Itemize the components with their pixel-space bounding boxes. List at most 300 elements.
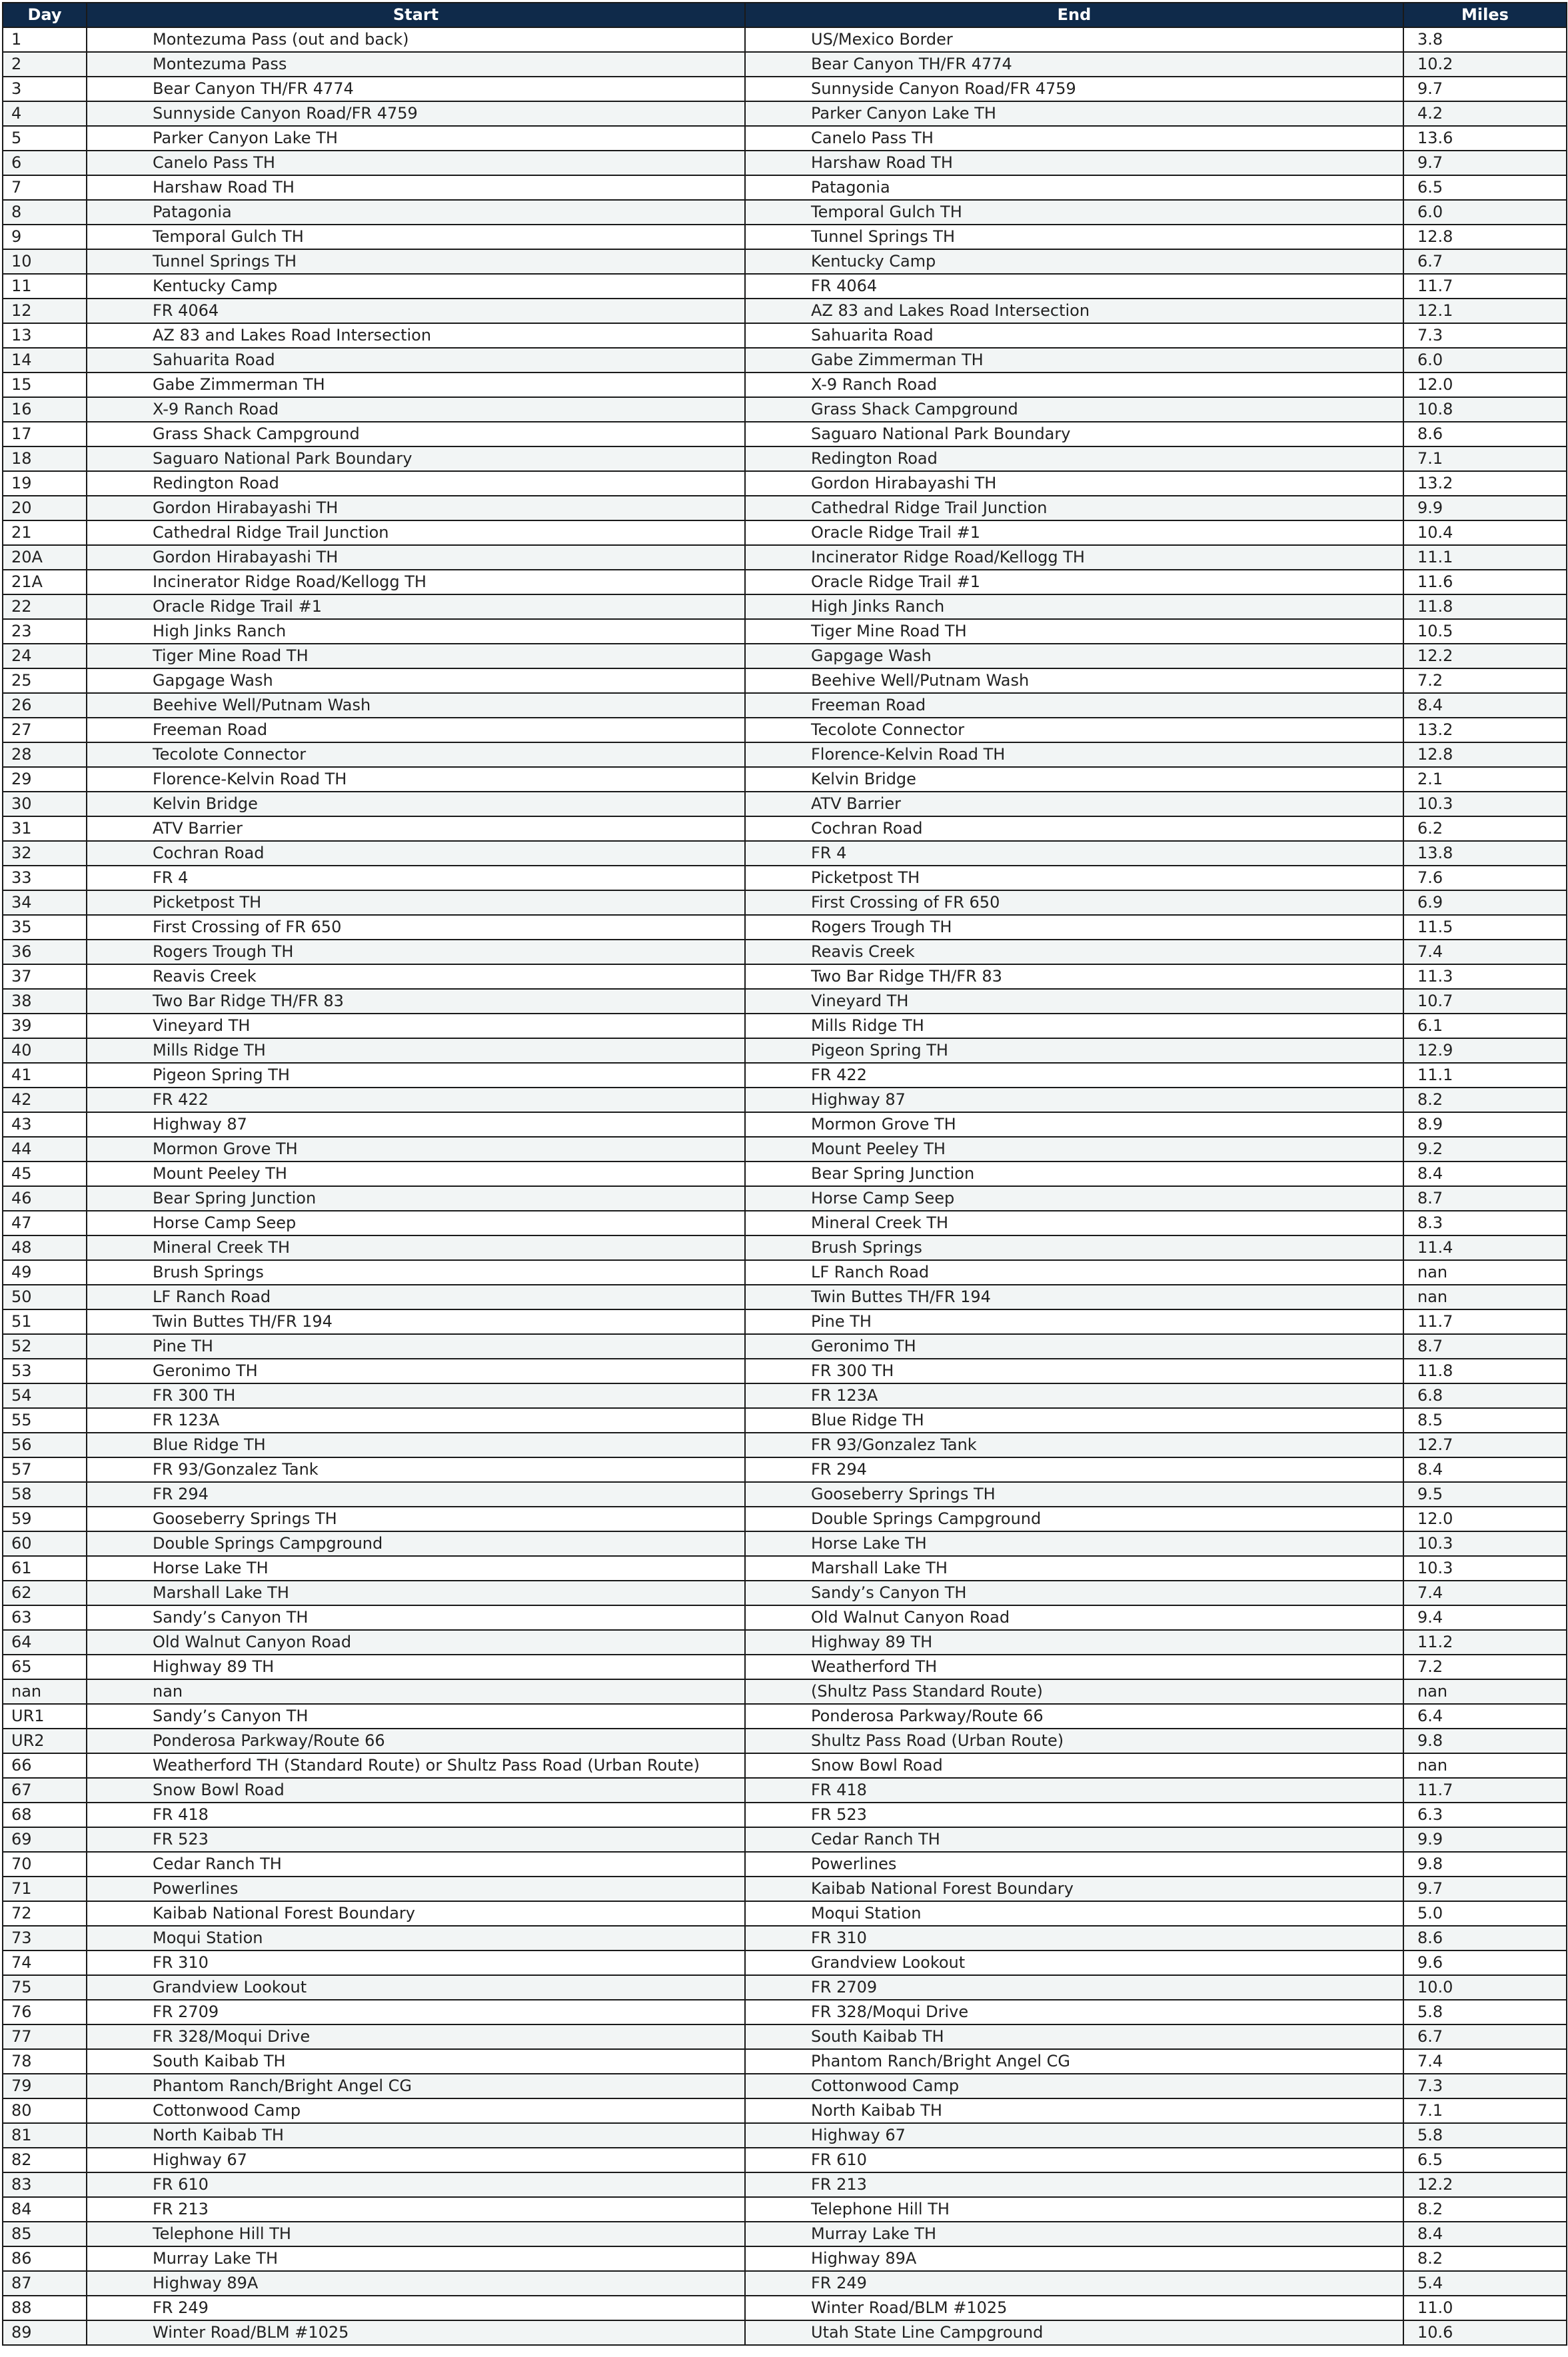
- table-body: [3, 27, 1567, 2345]
- table-row: [3, 866, 1567, 890]
- start-cell: FR 310: [87, 1951, 745, 1975]
- miles-cell: 9.7: [1403, 1877, 1567, 1901]
- end-cell: High Jinks Ranch: [745, 594, 1403, 619]
- end-cell: FR 328/Moqui Drive: [745, 2000, 1403, 2024]
- miles-cell: 6.5: [1403, 2148, 1567, 2172]
- start-cell: Gapgage Wash: [87, 668, 745, 693]
- miles-cell: 3.8: [1403, 27, 1567, 52]
- day-cell: 11: [3, 274, 87, 299]
- table-row: [3, 1531, 1567, 1556]
- miles-cell: 8.4: [1403, 2222, 1567, 2246]
- day-cell: 40: [3, 1038, 87, 1063]
- start-cell: FR 2709: [87, 2000, 745, 2024]
- day-cell: 72: [3, 1901, 87, 1926]
- start-cell: Phantom Ranch/Bright Angel CG: [87, 2074, 745, 2098]
- start-cell: Bear Spring Junction: [87, 1186, 745, 1211]
- start-cell: Gooseberry Springs TH: [87, 1507, 745, 1531]
- end-cell: South Kaibab TH: [745, 2024, 1403, 2049]
- miles-cell: 5.8: [1403, 2000, 1567, 2024]
- day-cell: 41: [3, 1063, 87, 1088]
- start-cell: FR 4: [87, 866, 745, 890]
- table-row: [3, 989, 1567, 1014]
- day-cell: 81: [3, 2123, 87, 2148]
- start-cell: Horse Lake TH: [87, 1556, 745, 1581]
- column-header-end: End: [745, 3, 1403, 27]
- day-cell: 73: [3, 1926, 87, 1951]
- miles-cell: 12.8: [1403, 225, 1567, 249]
- end-cell: Ponderosa Parkway/Route 66: [745, 1704, 1403, 1729]
- start-cell: Cathedral Ridge Trail Junction: [87, 520, 745, 545]
- day-cell: 44: [3, 1137, 87, 1162]
- end-cell: Rogers Trough TH: [745, 915, 1403, 940]
- end-cell: Blue Ridge TH: [745, 1408, 1403, 1433]
- trail-segments-table: [2, 2, 1567, 2346]
- end-cell: Sandy’s Canyon TH: [745, 1581, 1403, 1605]
- miles-cell: 11.1: [1403, 545, 1567, 570]
- miles-cell: nan: [1403, 1753, 1567, 1778]
- day-cell: UR2: [3, 1729, 87, 1753]
- end-cell: Incinerator Ridge Road/Kellogg TH: [745, 545, 1403, 570]
- table-row: [3, 718, 1567, 742]
- start-cell: Winter Road/BLM #1025: [87, 2320, 745, 2345]
- day-cell: 89: [3, 2320, 87, 2345]
- end-cell: Brush Springs: [745, 1235, 1403, 1260]
- end-cell: Double Springs Campground: [745, 1507, 1403, 1531]
- start-cell: Highway 89 TH: [87, 1655, 745, 1679]
- table-row: [3, 2000, 1567, 2024]
- table-row: [3, 2148, 1567, 2172]
- end-cell: Powerlines: [745, 1852, 1403, 1877]
- day-cell: UR1: [3, 1704, 87, 1729]
- table-row: [3, 1211, 1567, 1235]
- day-cell: 39: [3, 1014, 87, 1038]
- end-cell: Beehive Well/Putnam Wash: [745, 668, 1403, 693]
- day-cell: 19: [3, 471, 87, 496]
- miles-cell: 12.1: [1403, 299, 1567, 323]
- column-header-miles: Miles: [1403, 3, 1567, 27]
- start-cell: Gabe Zimmerman TH: [87, 373, 745, 397]
- end-cell: Bear Spring Junction: [745, 1162, 1403, 1186]
- table-row: [3, 52, 1567, 77]
- end-cell: Reavis Creek: [745, 940, 1403, 964]
- day-cell: 56: [3, 1433, 87, 1457]
- day-cell: 49: [3, 1260, 87, 1285]
- end-cell: Sunnyside Canyon Road/FR 4759: [745, 77, 1403, 101]
- day-cell: 43: [3, 1112, 87, 1137]
- end-cell: Oracle Ridge Trail #1: [745, 520, 1403, 545]
- table-row: [3, 964, 1567, 989]
- table-row: [3, 348, 1567, 373]
- miles-cell: 8.6: [1403, 1926, 1567, 1951]
- end-cell: Geronimo TH: [745, 1334, 1403, 1359]
- day-cell: 57: [3, 1457, 87, 1482]
- table-row: [3, 1901, 1567, 1926]
- start-cell: Old Walnut Canyon Road: [87, 1630, 745, 1655]
- table-header: [3, 3, 1567, 27]
- end-cell: Gabe Zimmerman TH: [745, 348, 1403, 373]
- miles-cell: 7.1: [1403, 446, 1567, 471]
- day-cell: 68: [3, 1803, 87, 1827]
- miles-cell: 6.2: [1403, 816, 1567, 841]
- start-cell: Mineral Creek TH: [87, 1235, 745, 1260]
- end-cell: Patagonia: [745, 175, 1403, 200]
- miles-cell: 11.1: [1403, 1063, 1567, 1088]
- table-row: [3, 545, 1567, 570]
- start-cell: FR 294: [87, 1482, 745, 1507]
- end-cell: FR 123A: [745, 1383, 1403, 1408]
- end-cell: Cathedral Ridge Trail Junction: [745, 496, 1403, 520]
- table-row: [3, 1334, 1567, 1359]
- table-row: [3, 570, 1567, 594]
- end-cell: FR 93/Gonzalez Tank: [745, 1433, 1403, 1457]
- start-cell: Patagonia: [87, 200, 745, 225]
- start-cell: Florence-Kelvin Road TH: [87, 767, 745, 792]
- miles-cell: 9.7: [1403, 77, 1567, 101]
- start-cell: Murray Lake TH: [87, 2246, 745, 2271]
- miles-cell: 9.6: [1403, 1951, 1567, 1975]
- start-cell: FR 249: [87, 2296, 745, 2320]
- day-cell: 87: [3, 2271, 87, 2296]
- table-row: [3, 1827, 1567, 1852]
- start-cell: Pigeon Spring TH: [87, 1063, 745, 1088]
- day-cell: 66: [3, 1753, 87, 1778]
- end-cell: FR 4: [745, 841, 1403, 866]
- end-cell: Mormon Grove TH: [745, 1112, 1403, 1137]
- day-cell: 26: [3, 693, 87, 718]
- day-cell: 59: [3, 1507, 87, 1531]
- miles-cell: 13.2: [1403, 718, 1567, 742]
- end-cell: Highway 89 TH: [745, 1630, 1403, 1655]
- miles-cell: 9.2: [1403, 1137, 1567, 1162]
- table-row: [3, 1581, 1567, 1605]
- day-cell: 78: [3, 2049, 87, 2074]
- miles-cell: 2.1: [1403, 767, 1567, 792]
- miles-cell: nan: [1403, 1679, 1567, 1704]
- miles-cell: 7.2: [1403, 668, 1567, 693]
- table-row: [3, 1975, 1567, 2000]
- day-cell: 83: [3, 2172, 87, 2197]
- end-cell: Vineyard TH: [745, 989, 1403, 1014]
- start-cell: Harshaw Road TH: [87, 175, 745, 200]
- table-row: [3, 1630, 1567, 1655]
- start-cell: Cedar Ranch TH: [87, 1852, 745, 1877]
- table-row: [3, 446, 1567, 471]
- table-row: [3, 1285, 1567, 1309]
- miles-cell: 6.1: [1403, 1014, 1567, 1038]
- miles-cell: 8.5: [1403, 1408, 1567, 1433]
- table-row: [3, 373, 1567, 397]
- day-cell: 35: [3, 915, 87, 940]
- table-row: [3, 496, 1567, 520]
- day-cell: 34: [3, 890, 87, 915]
- miles-cell: 8.2: [1403, 2246, 1567, 2271]
- day-cell: 14: [3, 348, 87, 373]
- miles-cell: 10.7: [1403, 989, 1567, 1014]
- start-cell: FR 610: [87, 2172, 745, 2197]
- table-row: [3, 1753, 1567, 1778]
- end-cell: Saguaro National Park Boundary: [745, 422, 1403, 446]
- end-cell: FR 4064: [745, 274, 1403, 299]
- end-cell: Gooseberry Springs TH: [745, 1482, 1403, 1507]
- table-row: [3, 126, 1567, 151]
- table-row: [3, 1655, 1567, 1679]
- table-row: [3, 1309, 1567, 1334]
- table-row: [3, 2246, 1567, 2271]
- day-cell: 86: [3, 2246, 87, 2271]
- table-row: [3, 299, 1567, 323]
- miles-cell: 5.0: [1403, 1901, 1567, 1926]
- day-cell: 51: [3, 1309, 87, 1334]
- table-row: [3, 2271, 1567, 2296]
- table-row: [3, 2320, 1567, 2345]
- end-cell: Canelo Pass TH: [745, 126, 1403, 151]
- miles-cell: 7.4: [1403, 1581, 1567, 1605]
- day-cell: 32: [3, 841, 87, 866]
- start-cell: Mount Peeley TH: [87, 1162, 745, 1186]
- day-cell: 53: [3, 1359, 87, 1383]
- end-cell: Sahuarita Road: [745, 323, 1403, 348]
- start-cell: Gordon Hirabayashi TH: [87, 545, 745, 570]
- start-cell: Moqui Station: [87, 1926, 745, 1951]
- end-cell: Tiger Mine Road TH: [745, 619, 1403, 644]
- end-cell: Kaibab National Forest Boundary: [745, 1877, 1403, 1901]
- table-row: [3, 940, 1567, 964]
- day-cell: 5: [3, 126, 87, 151]
- end-cell: FR 523: [745, 1803, 1403, 1827]
- start-cell: Rogers Trough TH: [87, 940, 745, 964]
- table-row: [3, 397, 1567, 422]
- start-cell: Picketpost TH: [87, 890, 745, 915]
- day-cell: nan: [3, 1679, 87, 1704]
- table-row: [3, 668, 1567, 693]
- start-cell: FR 328/Moqui Drive: [87, 2024, 745, 2049]
- table-row: [3, 594, 1567, 619]
- table-row: [3, 792, 1567, 816]
- end-cell: Horse Camp Seep: [745, 1186, 1403, 1211]
- start-cell: Telephone Hill TH: [87, 2222, 745, 2246]
- miles-cell: 8.9: [1403, 1112, 1567, 1137]
- miles-cell: 6.5: [1403, 175, 1567, 200]
- table-row: [3, 2123, 1567, 2148]
- start-cell: Beehive Well/Putnam Wash: [87, 693, 745, 718]
- table-row: [3, 1038, 1567, 1063]
- start-cell: nan: [87, 1679, 745, 1704]
- table-row: [3, 1803, 1567, 1827]
- start-cell: Sandy’s Canyon TH: [87, 1605, 745, 1630]
- end-cell: X-9 Ranch Road: [745, 373, 1403, 397]
- start-cell: Two Bar Ridge TH/FR 83: [87, 989, 745, 1014]
- end-cell: Pigeon Spring TH: [745, 1038, 1403, 1063]
- start-cell: Sahuarita Road: [87, 348, 745, 373]
- end-cell: Twin Buttes TH/FR 194: [745, 1285, 1403, 1309]
- miles-cell: 12.7: [1403, 1433, 1567, 1457]
- day-cell: 7: [3, 175, 87, 200]
- start-cell: Redington Road: [87, 471, 745, 496]
- miles-cell: 10.8: [1403, 397, 1567, 422]
- miles-cell: 7.6: [1403, 866, 1567, 890]
- start-cell: Oracle Ridge Trail #1: [87, 594, 745, 619]
- miles-cell: 9.8: [1403, 1852, 1567, 1877]
- start-cell: North Kaibab TH: [87, 2123, 745, 2148]
- start-cell: Kaibab National Forest Boundary: [87, 1901, 745, 1926]
- end-cell: FR 249: [745, 2271, 1403, 2296]
- start-cell: Highway 67: [87, 2148, 745, 2172]
- end-cell: Shultz Pass Road (Urban Route): [745, 1729, 1403, 1753]
- day-cell: 1: [3, 27, 87, 52]
- miles-cell: 6.9: [1403, 890, 1567, 915]
- end-cell: Gapgage Wash: [745, 644, 1403, 668]
- miles-cell: 6.7: [1403, 249, 1567, 274]
- end-cell: Florence-Kelvin Road TH: [745, 742, 1403, 767]
- day-cell: 65: [3, 1655, 87, 1679]
- day-cell: 21A: [3, 570, 87, 594]
- miles-cell: 13.2: [1403, 471, 1567, 496]
- end-cell: (Shultz Pass Standard Route): [745, 1679, 1403, 1704]
- table-row: [3, 1778, 1567, 1803]
- day-cell: 61: [3, 1556, 87, 1581]
- table-row: [3, 1063, 1567, 1088]
- miles-cell: 7.2: [1403, 1655, 1567, 1679]
- miles-cell: 11.4: [1403, 1235, 1567, 1260]
- start-cell: Montezuma Pass: [87, 52, 745, 77]
- end-cell: Mineral Creek TH: [745, 1211, 1403, 1235]
- day-cell: 48: [3, 1235, 87, 1260]
- table-row: [3, 2197, 1567, 2222]
- end-cell: Kelvin Bridge: [745, 767, 1403, 792]
- table-row: [3, 422, 1567, 446]
- miles-cell: 6.3: [1403, 1803, 1567, 1827]
- end-cell: Weatherford TH: [745, 1655, 1403, 1679]
- miles-cell: 11.5: [1403, 915, 1567, 940]
- table-row: [3, 151, 1567, 175]
- table-row: [3, 1260, 1567, 1285]
- miles-cell: 10.2: [1403, 52, 1567, 77]
- table-row: [3, 1408, 1567, 1433]
- table-row: [3, 742, 1567, 767]
- miles-cell: 8.7: [1403, 1334, 1567, 1359]
- day-cell: 84: [3, 2197, 87, 2222]
- column-header-start: Start: [87, 3, 745, 27]
- day-cell: 12: [3, 299, 87, 323]
- miles-cell: 12.8: [1403, 742, 1567, 767]
- day-cell: 20: [3, 496, 87, 520]
- start-cell: FR 523: [87, 1827, 745, 1852]
- table-row: [3, 1729, 1567, 1753]
- table-row: [3, 915, 1567, 940]
- end-cell: Freeman Road: [745, 693, 1403, 718]
- table-row: [3, 101, 1567, 126]
- day-cell: 79: [3, 2074, 87, 2098]
- day-cell: 23: [3, 619, 87, 644]
- miles-cell: 11.7: [1403, 1309, 1567, 1334]
- start-cell: FR 123A: [87, 1408, 745, 1433]
- start-cell: Tecolote Connector: [87, 742, 745, 767]
- table-row: [3, 200, 1567, 225]
- start-cell: Cochran Road: [87, 841, 745, 866]
- day-cell: 71: [3, 1877, 87, 1901]
- end-cell: Cochran Road: [745, 816, 1403, 841]
- start-cell: Geronimo TH: [87, 1359, 745, 1383]
- table-row: [3, 2296, 1567, 2320]
- table-row: [3, 1704, 1567, 1729]
- miles-cell: 6.0: [1403, 348, 1567, 373]
- table-row: [3, 841, 1567, 866]
- start-cell: Weatherford TH (Standard Route) or Shultz Pass Road (Urban Route): [87, 1753, 745, 1778]
- column-header-day: Day: [3, 3, 87, 27]
- start-cell: ATV Barrier: [87, 816, 745, 841]
- table-row: [3, 1951, 1567, 1975]
- end-cell: Grandview Lookout: [745, 1951, 1403, 1975]
- table-row: [3, 1112, 1567, 1137]
- miles-cell: 7.3: [1403, 2074, 1567, 2098]
- day-cell: 69: [3, 1827, 87, 1852]
- table-row: [3, 816, 1567, 841]
- miles-cell: 12.9: [1403, 1038, 1567, 1063]
- miles-cell: 11.7: [1403, 274, 1567, 299]
- day-cell: 16: [3, 397, 87, 422]
- start-cell: Grandview Lookout: [87, 1975, 745, 2000]
- miles-cell: 5.4: [1403, 2271, 1567, 2296]
- table-row: [3, 323, 1567, 348]
- day-cell: 54: [3, 1383, 87, 1408]
- start-cell: Reavis Creek: [87, 964, 745, 989]
- start-cell: LF Ranch Road: [87, 1285, 745, 1309]
- start-cell: Bear Canyon TH/FR 4774: [87, 77, 745, 101]
- day-cell: 70: [3, 1852, 87, 1877]
- start-cell: FR 213: [87, 2197, 745, 2222]
- end-cell: Mount Peeley TH: [745, 1137, 1403, 1162]
- start-cell: Highway 87: [87, 1112, 745, 1137]
- day-cell: 38: [3, 989, 87, 1014]
- day-cell: 58: [3, 1482, 87, 1507]
- miles-cell: 10.0: [1403, 1975, 1567, 2000]
- end-cell: Tecolote Connector: [745, 718, 1403, 742]
- table-row: [3, 693, 1567, 718]
- end-cell: Grass Shack Campground: [745, 397, 1403, 422]
- start-cell: Horse Camp Seep: [87, 1211, 745, 1235]
- day-cell: 3: [3, 77, 87, 101]
- table-row: [3, 1605, 1567, 1630]
- end-cell: Bear Canyon TH/FR 4774: [745, 52, 1403, 77]
- day-cell: 25: [3, 668, 87, 693]
- miles-cell: 12.2: [1403, 644, 1567, 668]
- miles-cell: 5.8: [1403, 2123, 1567, 2148]
- table-row: [3, 644, 1567, 668]
- day-cell: 80: [3, 2098, 87, 2123]
- table-row: [3, 1852, 1567, 1877]
- start-cell: Montezuma Pass (out and back): [87, 27, 745, 52]
- miles-cell: 10.3: [1403, 792, 1567, 816]
- end-cell: FR 2709: [745, 1975, 1403, 2000]
- start-cell: Gordon Hirabayashi TH: [87, 496, 745, 520]
- end-cell: Gordon Hirabayashi TH: [745, 471, 1403, 496]
- day-cell: 46: [3, 1186, 87, 1211]
- end-cell: US/Mexico Border: [745, 27, 1403, 52]
- day-cell: 85: [3, 2222, 87, 2246]
- table-row: [3, 225, 1567, 249]
- day-cell: 63: [3, 1605, 87, 1630]
- miles-cell: 9.8: [1403, 1729, 1567, 1753]
- miles-cell: 6.7: [1403, 2024, 1567, 2049]
- table-row: [3, 1507, 1567, 1531]
- day-cell: 67: [3, 1778, 87, 1803]
- end-cell: Murray Lake TH: [745, 2222, 1403, 2246]
- miles-cell: 12.2: [1403, 2172, 1567, 2197]
- start-cell: Blue Ridge TH: [87, 1433, 745, 1457]
- day-cell: 21: [3, 520, 87, 545]
- miles-cell: 6.4: [1403, 1704, 1567, 1729]
- miles-cell: 7.1: [1403, 2098, 1567, 2123]
